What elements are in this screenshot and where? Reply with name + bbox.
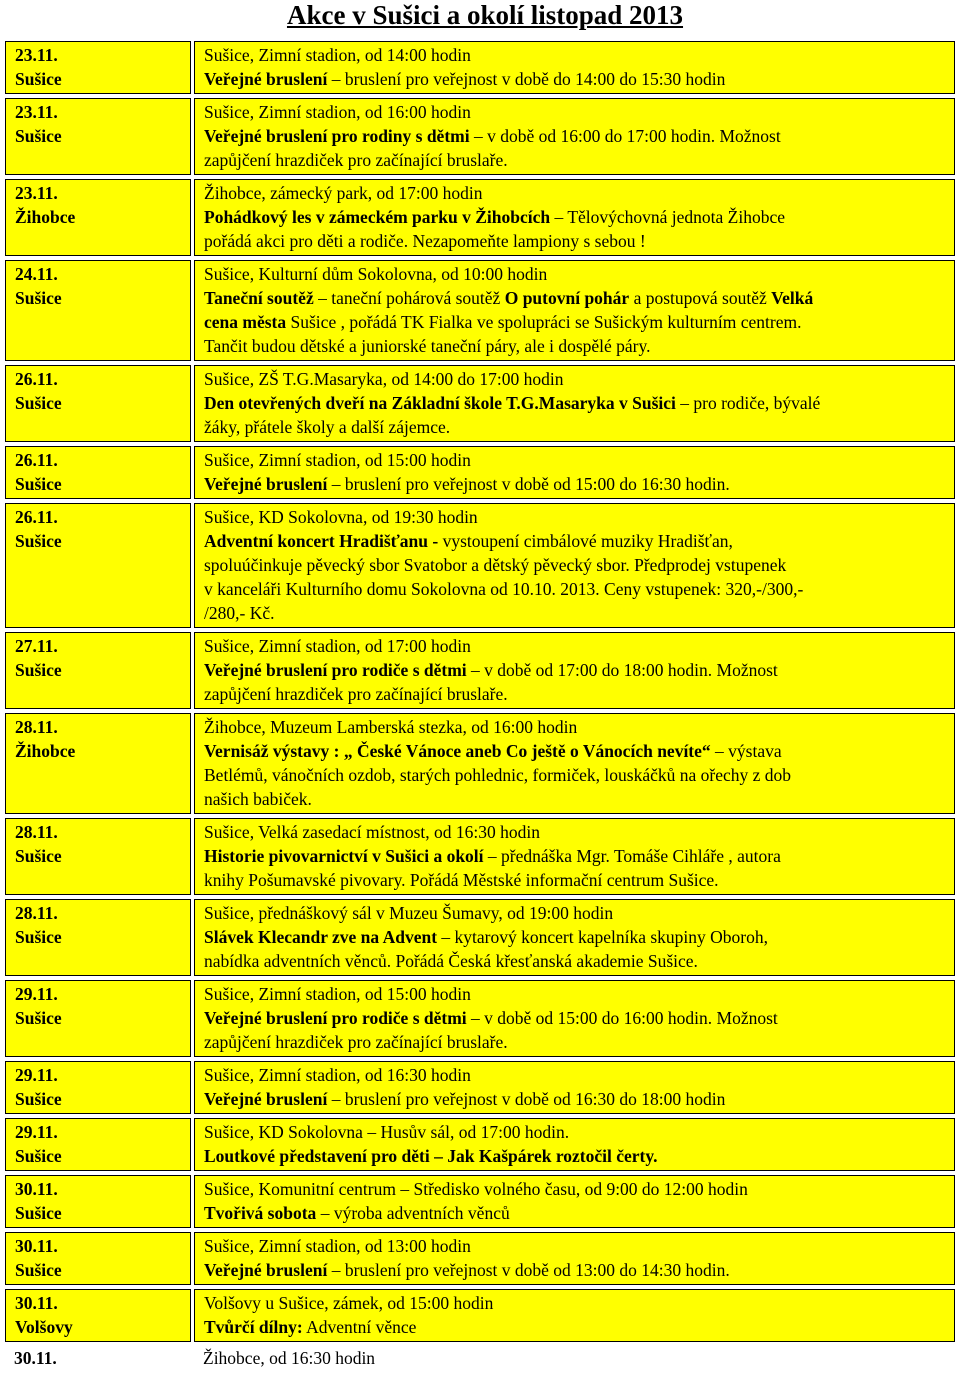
event-row [5,1346,955,1372]
event-description [194,503,955,628]
event-description-line [204,415,948,439]
event-date-cell [5,1346,191,1372]
event-place: Sušice [15,474,62,494]
event-place: Volšovy [15,1317,73,1337]
event-row [5,1232,955,1285]
event-text: Sušice, Kulturní dům Sokolovna, od 10:00 hodin [204,264,548,284]
event-description-line [204,682,948,706]
event-description-line [204,739,948,763]
event-text: – Tělovýchovná jednota Žihobce [550,207,786,227]
event-date: 23.11. [15,102,58,122]
event-place: Sušice [15,288,62,308]
event-date-cell [5,1175,191,1228]
event-date: 27.11. [15,636,58,656]
event-description-line [204,787,948,811]
event-date-cell [5,365,191,442]
event-text: – výstava [710,741,782,761]
event-row [5,1289,955,1342]
event-description-line [204,820,948,844]
event-highlight: Tvořivá sobota [204,1203,317,1223]
event-date-cell [5,899,191,976]
event-place: Sušice [15,927,62,947]
event-text: – v době od 15:00 do 16:00 hodin. Možnost [466,1008,778,1028]
event-highlight: Taneční soutěž [204,288,314,308]
event-row [5,980,955,1057]
event-text: Sušice, Zimní stadion, od 14:00 hodin [204,45,471,65]
event-description-line [204,181,948,205]
event-description-line [204,925,948,949]
event-text: – bruslení pro veřejnost v době od 15:00 do 16:30 hodin. [327,474,730,494]
event-description-line [204,1291,948,1315]
event-description-line [204,553,948,577]
event-date: 26.11. [15,369,58,389]
event-description-line [204,1120,948,1144]
event-description-line [204,868,948,892]
event-description-line [204,844,948,868]
event-text: – kytarový koncert kapelníka skupiny Oboroh, [437,927,769,947]
event-description-line [204,391,948,415]
event-text: zapůjčení hrazdiček pro začínající bruslaře. [204,1032,508,1052]
event-text: zapůjčení hrazdiček pro začínající bruslaře. [204,684,508,704]
event-description-line [204,100,948,124]
event-place: Sušice [15,660,62,680]
event-row [5,260,955,361]
event-place: Žihobce [15,207,76,227]
event-description-line [204,1315,948,1339]
event-text: – bruslení pro veřejnost v době od 16:30 do 18:00 hodin [327,1089,726,1109]
event-text: Sušice, Velká zasedací místnost, od 16:30 hodin [204,822,541,842]
event-description-line [204,982,948,1006]
event-description-line [204,472,948,496]
event-description [194,1118,955,1171]
event-highlight: Pohádkový les v zámeckém parku v Žihobcích [204,207,551,227]
event-description-line [204,1006,948,1030]
event-description [194,899,955,976]
event-description-line [204,448,948,472]
event-row [5,818,955,895]
event-description [194,260,955,361]
event-row [5,98,955,175]
event-text: – v době od 16:00 do 17:00 hodin. Možnost [469,126,781,146]
event-row [5,179,955,256]
event-text: Sušice, KD Sokolovna – Husův sál, od 17:00 hodin. [204,1122,570,1142]
event-description [194,1346,955,1372]
event-place: Žihobce [15,741,76,761]
event-text: Betlémů, vánočních ozdob, starých pohlednic, formiček, louskáčků na ořechy z dob [204,765,792,785]
event-row [5,1118,955,1171]
event-description-line [204,310,948,334]
event-date: 26.11. [15,450,58,470]
event-highlight: Loutkové představení pro děti – Jak Kašpárek roztočil čerty. [204,1146,658,1166]
event-highlight: Veřejné bruslení [204,1260,328,1280]
event-text: zapůjčení hrazdiček pro začínající bruslaře. [204,150,508,170]
event-date-cell [5,1232,191,1285]
event-description-line [204,763,948,787]
event-description [194,41,955,94]
event-text: Sušice, Zimní stadion, od 17:00 hodin [204,636,471,656]
event-description-line [204,1030,948,1054]
event-date-cell [5,503,191,628]
event-text: /280,- Kč. [204,603,275,623]
event-place: Sušice [15,1203,62,1223]
event-date: 30.11. [15,1293,58,1313]
event-row [5,632,955,709]
event-row [5,503,955,628]
event-date-cell [5,1289,191,1342]
event-row [5,446,955,499]
event-date-cell [5,713,191,814]
event-highlight: O putovní pohár [504,288,630,308]
event-date-cell [5,1118,191,1171]
event-text: pořádá akci pro děti a rodiče. Nezapomeňte lampiony s sebou ! [204,231,646,251]
event-description-line [204,1087,948,1111]
event-text: Žihobce, zámecký park, od 17:00 hodin [204,183,483,203]
event-description-line [203,1346,949,1370]
event-text: – bruslení pro veřejnost v době do 14:00 do 15:30 hodin [327,69,726,89]
event-text: Sušice, Zimní stadion, od 16:30 hodin [204,1065,471,1085]
event-highlight: Veřejné bruslení [204,1089,328,1109]
event-description [194,980,955,1057]
event-description [194,365,955,442]
event-highlight: Velká [771,288,814,308]
event-text: Sušice, přednáškový sál v Muzeu Šumavy, od 19:00 hodin [204,903,614,923]
event-text: – v době od 17:00 do 18:00 hodin. Možnost [466,660,778,680]
event-row [5,41,955,94]
event-description [194,179,955,256]
event-description [194,632,955,709]
event-description-line [204,1063,948,1087]
event-description [194,1289,955,1342]
event-text: Sušice, Zimní stadion, od 15:00 hodin [204,450,471,470]
event-description-line [204,715,948,739]
event-date: 24.11. [15,264,58,284]
event-date-cell [5,98,191,175]
event-description [194,818,955,895]
event-date-cell [5,260,191,361]
page-title-text: Akce v Sušici a okolí listopad 2013 [286,0,684,30]
event-description [194,98,955,175]
event-description-line [204,124,948,148]
event-date-cell [5,446,191,499]
event-description-line [204,286,948,310]
event-text: Sušice, ZŠ T.G.Masaryka, od 14:00 do 17:00 hodin [204,369,564,389]
event-highlight: Vernisáž výstavy : „ České Vánoce aneb Co ještě o Vánocích nevíte“ [204,741,711,761]
event-date: 23.11. [15,45,58,65]
event-text: Sušice, Komunitní centrum – Středisko volného času, od 9:00 do 12:00 hodin [204,1179,748,1199]
event-description-line [204,634,948,658]
event-highlight: cena města [204,312,287,332]
event-text: – bruslení pro veřejnost v době od 13:00 do 14:30 hodin. [327,1260,730,1280]
event-description-line [204,901,948,925]
event-place: Sušice [15,531,62,551]
event-place: Sušice [15,126,62,146]
event-text: – taneční pohárová soutěž [313,288,505,308]
event-text: žáky, přátele školy a další zájemce. [204,417,451,437]
event-row [5,365,955,442]
event-description-line [204,949,948,973]
event-description-line [204,601,948,625]
event-highlight: Veřejné bruslení [204,474,328,494]
event-description-line [204,229,948,253]
event-highlight: Veřejné bruslení pro rodiče s dětmi [204,1008,467,1028]
event-description-line [204,1201,948,1225]
event-text: – výroba adventních věnců [316,1203,510,1223]
event-place: Sušice [15,1260,62,1280]
event-description-line [204,658,948,682]
event-description-line [204,262,948,286]
event-text: v kanceláři Kulturního domu Sokolovna od 10.10. 2013. Ceny vstupenek: 320,-/300,- [204,579,804,599]
event-date-cell [5,179,191,256]
event-row [5,713,955,814]
event-place: Sušice [15,393,62,413]
event-highlight: Veřejné bruslení pro rodiče s dětmi [204,660,467,680]
event-description-line [204,1258,948,1282]
event-text: Sušice, Zimní stadion, od 13:00 hodin [204,1236,471,1256]
event-highlight: Adventní koncert Hradišťanu - [204,531,439,551]
event-text: Volšovy u Sušice, zámek, od 15:00 hodin [204,1293,494,1313]
event-row [5,1061,955,1114]
event-date: 23.11. [15,183,58,203]
event-description-line [204,577,948,601]
event-description [194,1232,955,1285]
event-place: Sušice [15,69,62,89]
event-date-cell [5,980,191,1057]
event-date: 26.11. [15,507,58,527]
event-date: 30.11. [14,1348,57,1368]
event-description-line [204,529,948,553]
event-text: a postupová soutěž [629,288,772,308]
event-description-line [204,43,948,67]
event-description-line [204,1144,948,1168]
event-date: 29.11. [15,984,58,1004]
event-description [194,446,955,499]
event-date: 29.11. [15,1122,58,1142]
event-description [194,713,955,814]
event-date: 28.11. [15,822,58,842]
event-text: nabídka adventních věnců. Pořádá Česká křesťanská akademie Sušice. [204,951,698,971]
event-description-line [204,148,948,172]
event-text: Tančit budou dětské a juniorské taneční páry, ale i dospělé páry. [204,336,651,356]
event-text: spoluúčinkuje pěvecký sbor Svatobor a dětský pěvecký sbor. Předprodej vstupenek [204,555,787,575]
event-text: Žihobce, od 16:30 hodin [203,1348,376,1368]
event-date: 29.11. [15,1065,58,1085]
event-date-cell [5,818,191,895]
event-description-line [204,505,948,529]
event-text: Žihobce, Muzeum Lamberská stezka, od 16:00 hodin [204,717,578,737]
event-date-cell [5,41,191,94]
event-description [194,1061,955,1114]
event-description [194,1175,955,1228]
event-date: 30.11. [15,1179,58,1199]
event-place: Sušice [15,1089,62,1109]
event-text: – pro rodiče, bývalé [675,393,821,413]
event-date: 28.11. [15,903,58,923]
event-description-line [204,1177,948,1201]
event-text: našich babiček. [204,789,312,809]
event-description-line [204,205,948,229]
event-highlight: Veřejné bruslení pro rodiny s dětmi [204,126,470,146]
event-highlight: Tvůrčí dílny: [204,1317,303,1337]
event-description-line [204,67,948,91]
event-place: Sušice [15,846,62,866]
event-text: Sušice, Zimní stadion, od 15:00 hodin [204,984,471,1004]
event-place: Sušice [15,1146,62,1166]
event-date-cell [5,632,191,709]
event-place: Sušice [15,1008,62,1028]
event-highlight: Slávek Klecandr zve na Advent [204,927,438,947]
event-highlight: Den otevřených dveří na Základní škole T.G.Masaryka v Sušici [204,393,676,413]
event-text: Adventní věnce [302,1317,417,1337]
event-text: Sušice , pořádá TK Fialka ve spolupráci se Sušickým kulturním centrem. [286,312,802,332]
event-description-line [204,367,948,391]
event-highlight: Veřejné bruslení [204,69,328,89]
event-text: Sušice, Zimní stadion, od 16:00 hodin [204,102,471,122]
event-date: 30.11. [15,1236,58,1256]
event-text: knihy Pošumavské pivovary. Pořádá Městské informační centrum Sušice. [204,870,719,890]
event-description-line [204,334,948,358]
event-highlight: Historie pivovarnictví v Sušici a okolí [204,846,484,866]
page-title [0,0,960,40]
event-date: 28.11. [15,717,58,737]
event-row [5,1175,955,1228]
events-table [5,41,955,1376]
event-row [5,899,955,976]
event-description-line [204,1234,948,1258]
event-text: Sušice, KD Sokolovna, od 19:30 hodin [204,507,478,527]
event-text: – přednáška Mgr. Tomáše Cihláře , autora [483,846,781,866]
event-text: vystoupení cimbálové muziky Hradišťan, [438,531,733,551]
event-date-cell [5,1061,191,1114]
